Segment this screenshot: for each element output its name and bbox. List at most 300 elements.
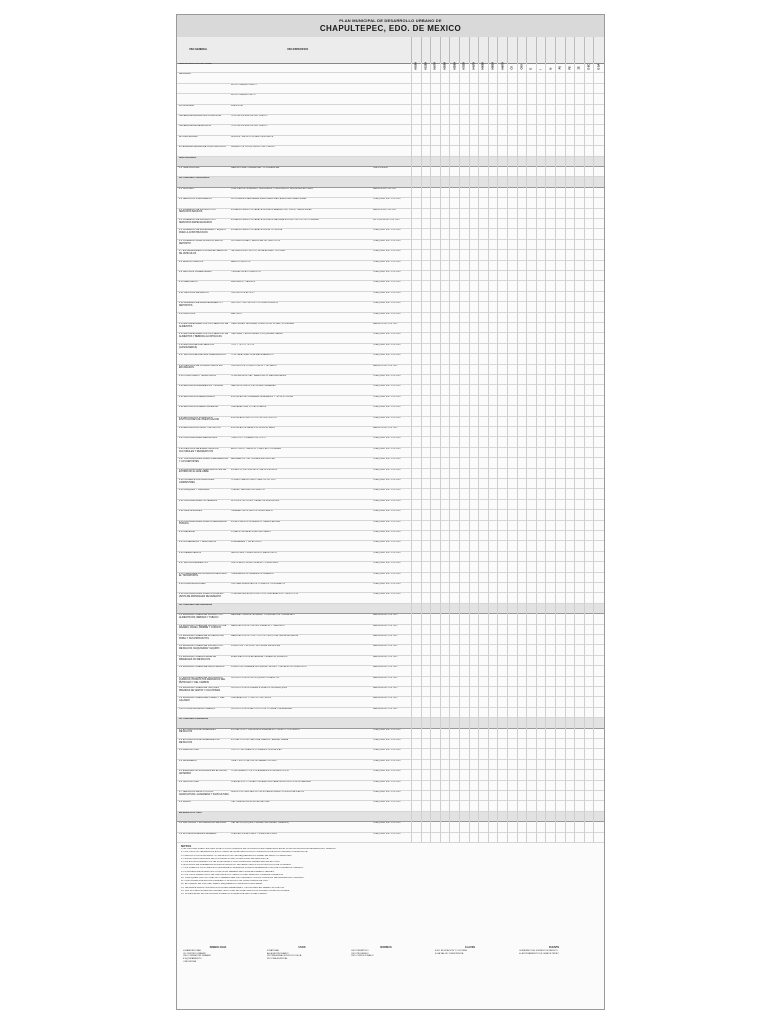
row-use-label: 2.2 SERVICIOS FINANCIEROS [179, 198, 212, 201]
row-use-label: 2.15 ESTABLECIMIENTOS CON SERVICIO DE ALIMENTOS Y BEBIDAS ALCOHOLICAS [179, 333, 229, 339]
zone-column-label: H100A [414, 62, 418, 70]
row-description: CONFORMADO POR LOS ANIMALES NO ALIMENTICIOS [231, 770, 289, 773]
row-description: DEPOSITO DE PRODUCTOS PERECEDEROS [231, 302, 278, 305]
table-row [177, 115, 604, 125]
row-description: FUNDICION Y MOLDEO DE PIEZAS METALICAS [231, 645, 281, 648]
row-description: ESTACIONES DE BOMBEROS Y AMBULANCIAS [231, 520, 280, 523]
row-description: M2 DE TERRENO NETO [231, 94, 256, 97]
row-description: FRENTE ML [231, 104, 244, 107]
row-unit: CUALQUIER SUP. POR USO [373, 239, 401, 242]
row-use-label: ACTIVIDADES TERCIARIAS [179, 177, 210, 180]
row-description: CANTINAS, CERVECERIAS, PULQUERIAS, BARES [231, 333, 283, 336]
zone-column-header [517, 37, 527, 70]
row-unit: CUALQUIER SUP. POR USO [373, 583, 401, 585]
table-row [177, 313, 604, 323]
table-row [177, 448, 604, 458]
row-use-label: 2.6 COMERCIO PARA LA VENTA, RENTA, DEPOSITO [179, 239, 224, 245]
table-row [177, 666, 604, 676]
table-row [177, 458, 604, 468]
row-use-label: 3.1 MANUFACTURERA DE PRODUCTOS ALIMENTICIOS, BEBIDAS Y TABACO [179, 614, 223, 619]
row-use-label: 5.1 CAPTACION Y DISTRIBUCION DE AGUA [179, 822, 227, 825]
row-unit: CUALQUIER SUP. POR USO [373, 250, 401, 253]
zone-column-header [430, 37, 440, 70]
row-use-label: 2.32 ASISTENCIALES [179, 510, 202, 513]
table-section-row [177, 718, 604, 728]
row-use-label: 3.10 OTRAS MANUFACTURERAS [179, 707, 215, 710]
table-row [177, 271, 604, 281]
row-description: CRIA Y EXPLOTACION DE GANADO BOVINO [231, 759, 277, 762]
zone-column-rule [526, 63, 527, 843]
zone-column-header [574, 37, 584, 70]
table-row [177, 63, 604, 73]
table-row [177, 656, 604, 666]
legend-item: E-EC EDUCACION Y CULTURA [435, 949, 467, 952]
row-description: TERMINALES DE PASAJEROS URBANOS [231, 572, 274, 575]
row-use-label: 3.5 MANUFACTURERA A BASE DE MINERALES NO METALICOS [179, 655, 216, 661]
row-use-label: 4.5 ESPECIES NO INCLUIDAS EN EL INCISO ANTERIOR [179, 770, 228, 775]
legend-item: PE PRESERVACION ECOLOGICA [267, 955, 302, 958]
row-use-label: INFRAESTRUCTURA [179, 811, 202, 814]
table-section-row [177, 177, 604, 187]
zone-column-header [488, 37, 498, 70]
row-unit: CUALQUIER SUP. POR USO [373, 749, 401, 752]
row-use-label: 4.7 SERVICIOS DE APOYO A LA AGRICULTURA, GANADERIA Y SILVICULTURA [179, 791, 229, 796]
legend-item: E-SA SALUD Y ASISTENCIA [435, 952, 464, 955]
legend-group-title: FUENTE [548, 946, 560, 949]
table-section-row [177, 812, 604, 822]
zone-column-label: H500A [481, 62, 485, 70]
row-use-label: 2.30 PARQUES Y JARDINES [179, 489, 210, 492]
row-unit: CUALQUIER SUP. POR USO [373, 198, 401, 201]
row-description: HABITACIONAL UNIFAMILIAR / PLURIFAMILIAR [231, 167, 280, 169]
legend-item: CRU CORREDOR URBANO [183, 955, 212, 958]
row-use-label: 2.5 COMERCIO DE MATERIALES Y EQUIPO PARA LA CONSTRUCCION [179, 229, 226, 235]
table-row [177, 729, 604, 739]
row-unit: CUALQUIER SUP. POR USO [373, 333, 401, 336]
zone-column-label: H333A [462, 62, 466, 70]
row-use-label: 2.37 ESTACIONAMIENTOS [179, 562, 208, 565]
row-use-label: 2.19 HOSPITALES Y SANATORIOS [179, 375, 216, 377]
row-unit: CUALQUIER SUP. POR USO [373, 291, 401, 294]
legend-item: USO PROHIBIDO [351, 952, 369, 955]
row-unit: CUALQUIER SUP. POR USO [373, 354, 401, 357]
row-unit: HASTA 600 M2 POR USO [373, 676, 398, 679]
note-line: 3. PARA LOS USOS DE IMPACTO SIGNIFICATIVO SE REQUERIRA DICTAMEN DE IMPACTO REGIONAL. [181, 854, 293, 857]
row-use-label: SUPERFICIE MAXIMA SIN CONSTRUIR [179, 115, 222, 117]
table-row [177, 479, 604, 489]
zone-column-header [440, 37, 450, 70]
table-row [177, 94, 604, 104]
row-description: VERTICALES, HORIZONTALES Y PENSIONES [231, 562, 279, 565]
legend-group [435, 947, 505, 955]
zone-column-header [469, 37, 479, 70]
row-unit: HASTA 600 M2 POR USO [373, 666, 398, 669]
row-use-label: ACTIVIDADES SECUNDARIAS [179, 603, 213, 606]
row-use-label: 4.2 EXTRACCION DE MINERALES NO METALICOS [179, 739, 220, 744]
legend-item: N NATURAL [267, 949, 280, 952]
note-line: 1. EL USO DEL SUELO ESTARA SUJETO A LAS NORMAS DE OCUPACION ESTABLECIDAS EN EL PLAN MUNICIPAL DE DESARROLLO URBANO. [181, 848, 337, 851]
row-unit: CUALQUIER SUP. POR USO [373, 531, 401, 533]
zone-column-label: CU [510, 66, 514, 70]
document-title: CHAPULTEPEC, EDO. DE MEXICO [319, 24, 462, 33]
table-row [177, 500, 604, 510]
row-unit: HASTA 600 M2 POR USO [373, 697, 398, 700]
zone-column-header [545, 37, 555, 70]
table-row [177, 73, 604, 83]
row-unit: CUALQUIER SUP. POR USO [373, 770, 401, 773]
zone-column-rule [449, 63, 450, 843]
zone-column-label: E-EC [587, 63, 591, 70]
row-description: FABRICACION DE TRIPLAY, FIBRACEL Y TABLEROS [231, 624, 285, 627]
row-unit: CUALQUIER SUP. POR USO [373, 780, 401, 783]
row-description: EXTRACCION Y LIMPIEZA DE MINERALES CON ALTO CONTENIDO [231, 728, 300, 731]
row-unit: CUALQUIER SUP. POR USO [373, 458, 401, 461]
table-row [177, 344, 604, 354]
note-line: 12. EL CAMBIO DE USO DEL SUELO REQUIERE AUTORIZACION EXPRESA. [181, 883, 263, 886]
row-use-label: 2.34 DEFENSA [179, 531, 195, 533]
table-row [177, 469, 604, 479]
row-use-label: 2.26 CENTROS DE ESPECTACULOS, CULTURALES Y RECREATIVOS [179, 447, 219, 453]
zone-column-label: H250A [453, 62, 457, 70]
row-use-label: 2.21 EDUCACION MEDIA BASICA [179, 395, 215, 398]
legend-item: H HABITACIONAL [183, 949, 202, 952]
row-description: CULTIVO DE GRANOS, FORRAJES, HORTALIZAS [231, 749, 282, 752]
row-use-label: 3.2 MANUFACTURERA DE PRODUCTOS DE MADERA, PALMA, MIMBRE Y CORCHO [179, 624, 227, 630]
row-description: CLUBES CAMPESTRES, CAMPOS DE TIRO [231, 479, 276, 481]
zone-column-rule [545, 63, 546, 843]
desc-column-header: USO ESPECIFICO [287, 48, 309, 51]
table-row [177, 708, 604, 718]
table-row [177, 781, 604, 791]
row-description: CAFETERIAS, NEVERIAS, FUENTES DE SODAS, JUGUERIAS [231, 323, 295, 325]
legend-item: CU CENTRO URBANO [183, 952, 206, 955]
row-unit: CUALQUIER SUP. POR USO [373, 229, 401, 232]
document-subtitle: PLAN MUNICIPAL DE DESARROLLO URBANO DE [339, 18, 442, 23]
row-unit: UNA VIVIENDA [373, 167, 388, 169]
zone-column-header [478, 37, 488, 70]
row-unit: CUALQUIER SUP. POR USO [373, 385, 401, 388]
row-description: ESCUELAS E INSTITUTOS TECNOLOGICOS [231, 416, 277, 419]
row-description: PREPARATORIA, VOCACIONALES [231, 406, 267, 409]
table-row [177, 562, 604, 572]
table-row [177, 219, 604, 229]
note-line: 11. LAS NORMAS DE ESTACIONAMIENTO APLICAN POR CADA UNIDAD DE USO. [181, 880, 269, 883]
zone-column-header [565, 37, 575, 70]
row-use-label: 2.36 CEMENTERIOS [179, 551, 201, 554]
table-row [177, 510, 604, 520]
zone-column-label: I [539, 68, 543, 70]
zone-column-rule [507, 63, 508, 843]
document-sheet [176, 14, 605, 1010]
row-use-label: 2.14 ESTABLECIMIENTOS CON SERVICIO DE ALIMENTOS [179, 323, 229, 328]
row-use-label: 4.1 EXTRACCION DE MINERALES METALICOS [179, 728, 216, 734]
row-unit: CUALQUIER SUP. POR USO [373, 822, 401, 825]
zone-column-header [526, 37, 536, 70]
zone-column-header [421, 37, 431, 70]
zone-column-rule [497, 63, 498, 843]
row-description: M2 DE TERRENO BRUTO [231, 83, 258, 86]
note-line: 7. LOS PREDIOS CON FRENTE A VIALIDADES PRIMARIAS PODRAN ALBERGAR USOS DE CORREDOR URBANO. [181, 867, 304, 870]
row-use-label: 4.8 PESCA [179, 801, 191, 804]
row-unit: HASTA 120 M2 POR USO [373, 323, 398, 325]
row-unit: CUALQUIER SUP. POR USO [373, 281, 401, 284]
row-description: ELABORACION DE ALFARERIA, CERAMICA, MUEBLES [231, 655, 288, 658]
zone-column-label: H125A [424, 62, 428, 70]
legend-group-title: NORMAS [380, 946, 392, 949]
row-use-label: HABITACIONAL [179, 156, 197, 159]
row-description: PANTEONES, CEMENTERIOS, MAUSOLEOS [231, 551, 277, 554]
zone-column-label: E-SA [597, 63, 601, 70]
zone-column-rule [440, 63, 441, 843]
table-row [177, 625, 604, 635]
row-use-label: DENSIDAD [179, 73, 191, 76]
row-description: SUCURSALES BANCARIAS, ASEGURADORAS, AGENCIAS FINANCIERAS [231, 198, 307, 201]
notes-block [181, 845, 601, 945]
row-unit: CUALQUIER SUP. POR USO [373, 728, 401, 731]
zone-column-label: ZE [577, 66, 581, 70]
row-use-label: INTENSIDAD MAXIMA DE CONSTRUCCION [179, 146, 226, 149]
table-row [177, 739, 604, 749]
row-use-label: 4.3 AGRICULTURA [179, 749, 199, 752]
row-description: MERCADOS, TIANGUIS [231, 281, 256, 284]
table-row [177, 822, 604, 832]
row-description: FUNERARIAS Y VELATORIOS [231, 541, 262, 544]
table-row [177, 354, 604, 364]
row-unit: DE 121 A 500 M2 POR USO [373, 219, 400, 221]
note-line: 10. CUALQUIER USO NO PREVISTO DEBERA SER DICTAMINADO POR LA COMISION DE DESARROLLO URBANO. [181, 877, 305, 880]
row-use-label: ALTURA MAXIMA [179, 135, 198, 138]
row-description: BAÑOS PUBLICOS [231, 260, 251, 263]
row-description: ZONAS E INSTALACIONES MILITARES [231, 531, 271, 533]
row-unit: CUALQUIER SUP. POR USO [373, 593, 401, 596]
zone-column-label: H167A [433, 62, 437, 70]
table-row [177, 749, 604, 759]
row-description: PREPARACION Y CURTIDO DE PIELES [231, 697, 272, 700]
table-row [177, 791, 604, 801]
row-use-label: 2.29 CLUBES E INSTALACIONES CAMPESTRES [179, 479, 215, 484]
table-row [177, 365, 604, 375]
note-line: 4. LAS ALTURAS MAXIMAS SE CONTARAN A PARTIR DEL NIVEL DE DESPLANTE. [181, 857, 269, 860]
row-unit: HASTA 30 M2 POR USO [373, 187, 397, 190]
table-row [177, 333, 604, 343]
zone-column-rule [469, 63, 470, 843]
row-use-label: 2.39 COMUNICACIONES [179, 583, 206, 585]
table-row [177, 240, 604, 250]
table-row [177, 645, 604, 655]
row-unit: CUALQUIER SUP. POR USO [373, 395, 401, 398]
zone-column-rule [411, 63, 412, 843]
row-unit: CUALQUIER SUP. POR USO [373, 468, 401, 471]
legend-item: I INDUSTRIA [183, 960, 197, 963]
row-description: JARDIN DE NIÑOS, ESCUELAS PRIMARIAS [231, 385, 276, 388]
row-description: ESTABLECIMIENTOS PARA LA VENTA DE MATERIALES ELECTRICOS, DE PLOMERIA [231, 219, 319, 221]
note-line: 5. LOS ESTACIONAMIENTOS SE SUJETARAN A LAS NORMAS ESTABLECIDAS EN EL PLAN. [181, 861, 281, 864]
note-line: 9. LOS USOS PERMITIDOS SE INDICAN EN LA TABLA CON EL SIMBOLO CORRESPONDIENTE. [181, 873, 284, 876]
row-use-label: 2.13 RASTROS [179, 312, 196, 315]
row-use-label: HABITANTES POR HECTAREA [179, 63, 212, 65]
notes-title: NOTAS [181, 845, 192, 848]
row-unit: HASTA 600 M2 POR USO [373, 635, 398, 637]
table-row [177, 167, 604, 177]
row-description: AUDITORIOS, TEATROS, CINES, AUTOCINEMAS [231, 447, 281, 450]
table-row [177, 302, 604, 312]
row-unit: CUALQUIER SUP. POR USO [373, 551, 401, 554]
table-row [177, 417, 604, 427]
row-description: PRODUCCION DE PETROQUIMICOS BASICOS [231, 676, 280, 679]
table-section-row [177, 157, 604, 167]
table-row [177, 250, 604, 260]
row-unit: HASTA 600 M2 POR USO [373, 645, 398, 648]
row-description: PLANTACION Y CUIDADO DE ARBOLES PARA LA PRODUCCION DE MADERA [231, 780, 311, 783]
row-description: NUMERO DE VECES LA SUP. DEL PREDIO [231, 146, 275, 149]
row-unit: CUALQUIER SUP. POR USO [373, 541, 401, 544]
table-row [177, 677, 604, 687]
table-row [177, 541, 604, 551]
table-row [177, 583, 604, 593]
zone-column-rule [555, 63, 556, 843]
row-description: COMPRA-VENTA, RECOLECCION, PREPARACION Y SELECCION [231, 593, 298, 596]
table-row [177, 760, 604, 770]
row-use-label: 2.1 OFICINAS [179, 187, 194, 190]
row-unit: CUALQUIER SUP. POR USO [373, 416, 401, 419]
row-use-label: 4.6 SILVICULTURA [179, 780, 199, 783]
row-unit: CUALQUIER SUP. POR USO [373, 375, 401, 377]
use-table-body [177, 63, 604, 843]
zone-column-header [411, 37, 421, 70]
note-line: 6. EN ZONAS DE PRESERVACION ECOLOGICA NO SE PERMITIRA LA CONSTRUCCION DE VIVIENDA. [181, 864, 292, 867]
table-row [177, 84, 604, 94]
row-description: CLINICAS-HOSPITAL, SANATORIOS, MATERNIDADES [231, 375, 287, 377]
zone-column-label: H417A [472, 62, 476, 70]
row-unit: CUALQUIER SUP. POR USO [373, 406, 401, 409]
row-description: MANUFACTURA DE LA CARNE: CONGELACION Y EMPACADO [231, 614, 295, 617]
row-unit: CUALQUIER SUP. POR USO [373, 801, 401, 804]
zone-column-header [593, 37, 603, 70]
zone-column-label: E [529, 67, 533, 70]
row-description: CENTROS DE ACOPIO [231, 291, 255, 294]
row-unit: HASTA 250 M2 POR USO [373, 427, 398, 429]
note-line: 8. LA SUPERFICIE MINIMA SIN CONSTRUIR DEBERA DESTINARSE A AREAS VERDES. [181, 870, 275, 873]
row-description: HOTELES, MOTELES, CASAS DE HUESPEDES [231, 499, 280, 502]
zone-column-header [584, 37, 594, 70]
row-use-label: 2.11 CENTROS DE ABASTO [179, 291, 209, 294]
row-unit: CUALQUIER SUP. POR USO [373, 510, 401, 513]
zone-column-label: H200A [443, 62, 447, 70]
row-use-label: 2.20 EDUCACION ELEMENTAL Y BASICA [179, 385, 224, 388]
row-use-label: 2.33 INSTALACIONES PARA LA SEGURIDAD PUBLICA [179, 520, 227, 526]
zone-column-rule [593, 63, 594, 843]
row-use-label: 4.4 GANADERIA [179, 759, 197, 762]
legend-group-title: CLAVES [464, 946, 476, 949]
table-row [177, 635, 604, 645]
zone-column-label: AG [558, 65, 562, 70]
row-unit: HASTA 600 M2 POR USO [373, 687, 398, 689]
table-row [177, 281, 604, 291]
zone-column-rule [584, 63, 585, 843]
title-block [177, 15, 604, 38]
table-row [177, 396, 604, 406]
row-description: SERVICIOS PRESTADOS POR ESTABLECIMIENTOS ESPECIALIZADOS [231, 791, 305, 793]
row-unit: CUALQUIER SUP. POR USO [373, 520, 401, 523]
legend-item: E EQUIPAMIENTO [183, 958, 202, 961]
row-use-label: 2.22 EDUCACION MEDIA SUPERIOR [179, 406, 219, 409]
row-description: BALNEARIOS Y ACTIVIDADES ACUATICAS [231, 458, 275, 461]
legend-group [519, 947, 589, 955]
zone-column-rule [488, 63, 489, 843]
row-use-label: SUPERFICIE DE DESPLANTE [179, 125, 211, 128]
row-unit: CUALQUIER SUP. POR USO [373, 312, 401, 315]
table-row [177, 406, 604, 416]
row-description: PLANTAS, ESTACIONES Y SUBESTACIONES [231, 832, 277, 835]
legend-item: USO PERMITIDO [351, 949, 369, 952]
row-unit: CUALQUIER SUP. POR USO [373, 447, 401, 450]
row-description: ORFANATORIOS, ASILOS DE ANCIANOS [231, 510, 273, 513]
row-use-label: 3.4 MANUFACTURERA DE PRODUCTOS METALICOS, MAQUINARIA Y EQUIPO [179, 645, 223, 651]
table-row [177, 198, 604, 208]
note-line: 2. LOS USOS NO SEÑALADOS EN LA TABLA SE SUJETARAN A LA AUTORIZACION DE LA AUTORIDAD COMPETENTE. [181, 851, 309, 854]
table-row [177, 292, 604, 302]
table-row [177, 593, 604, 603]
row-use-label: ACTIVIDADES PRIMARIAS [179, 718, 209, 721]
row-unit: HASTA 30 M2 POR USO [373, 208, 397, 211]
zone-column-rule [536, 63, 537, 843]
legend-item: USO CONDICIONADO [351, 955, 374, 958]
row-description: PLAZAS, JARDINES BOTANICOS [231, 489, 265, 492]
zone-column-header [507, 37, 517, 70]
zone-column-label: H583A [491, 62, 495, 70]
zone-column-rule [565, 63, 566, 843]
row-use-label: 2.10 MERCADOS [179, 281, 198, 284]
table-row [177, 125, 604, 135]
row-use-label: 2.25 INSTALACIONES RELIGIOSAS [179, 437, 217, 440]
row-description: RASTROS [231, 312, 242, 315]
row-use-label: 2.24 EDUCACION FISICA Y ARTISTICA [179, 427, 221, 429]
row-use-label: 3.7 MANUFACTURERA DE SUSTANCIAS QUIMICAS, PRODUCTOS DERIVADOS DEL PETROLEO Y DEL CARBON [179, 676, 226, 684]
table-row [177, 552, 604, 562]
row-description: ESTABLECIMIENTOS PARA LA VENTA DE ABARROTES, VINOS, CARNICERIAS [231, 208, 312, 211]
table-row [177, 697, 604, 707]
zone-column-rule [517, 63, 518, 843]
zone-column-header [536, 37, 546, 70]
legend-item: GOBIERNO DEL ESTADO DE MEXICO [519, 949, 558, 952]
table-row [177, 801, 604, 811]
row-description: PUBLICAS DE GOBIERNO, SINDICALES, CONSULADOS, REPRESENTACIONES [231, 187, 313, 190]
row-description: CON CAPACIDAD DE ALMACENAMIENTO [231, 354, 274, 357]
row-description: EXTRACCION DE CANTERA, MARMOL, ARENA, GRAVA [231, 739, 289, 741]
table-row [177, 229, 604, 239]
row-use-label: 2.8 BAÑOS PUBLICOS [179, 260, 204, 263]
table-column-header [177, 37, 604, 70]
zone-column-header [449, 37, 459, 70]
row-unit: CUALQUIER SUP. POR USO [373, 832, 401, 835]
row-description: CAPTURA DE ESPECIES ACUATICAS [231, 801, 270, 804]
zone-column-rule [421, 63, 422, 843]
row-use-label: 3.6 MANUFACTURERA METALICA BASICA [179, 666, 225, 669]
row-use-label: 3.9 MANUFACTURERA DEL CUERO Y DEL CALZADO [179, 697, 225, 703]
row-use-label: 2.4 COMERCIO DE PRODUCTOS Y SERVICIOS ESPECIALIZADOS [179, 219, 217, 224]
row-unit: HASTA 120 M2 POR USO [373, 364, 398, 367]
legend-item: ZE ZONA ESPECIAL [267, 958, 288, 961]
legend-item: AG AGROPECUARIO [267, 952, 289, 955]
note-line: 14. LAS INSTALACIONES DE INFRAESTRUCTURA SE SUJETARAN A LA NORMATIVIDAD APLICABLE. [181, 889, 290, 892]
use-column-header: USO GENERAL [189, 48, 208, 51]
table-row [177, 209, 604, 219]
zone-column-label: H667A [501, 62, 505, 70]
row-use-label: 1.1 HABITACIONAL [179, 167, 200, 169]
row-unit: CUALQUIER SUP. POR USO [373, 499, 401, 502]
row-description: FABRICACION DE TODO TIPO DE CELULOSA, PASTA MECANICA [231, 635, 299, 637]
row-unit: CUALQUIER SUP. POR USO [373, 437, 401, 440]
